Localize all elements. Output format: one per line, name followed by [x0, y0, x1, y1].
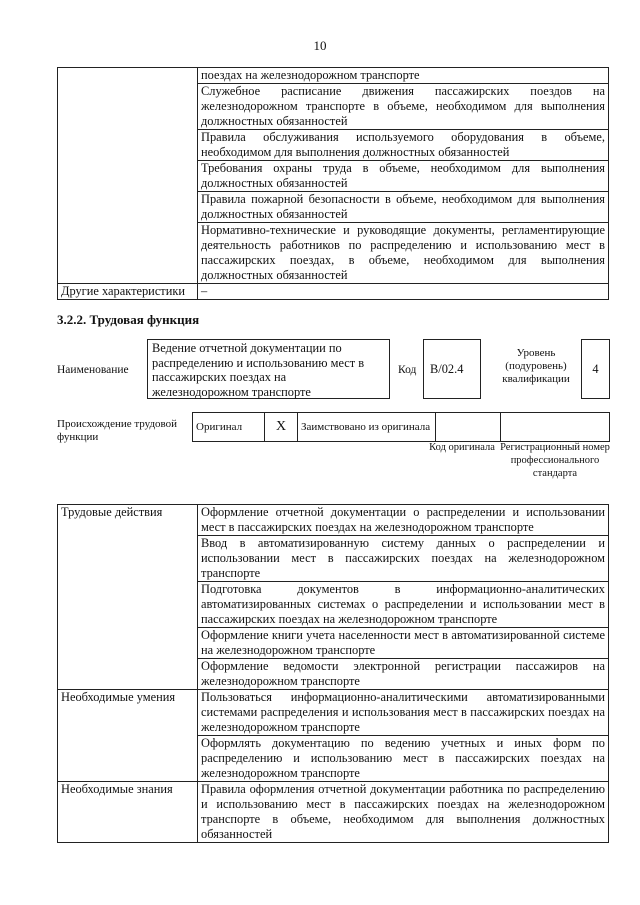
knowledge-continuation-table	[57, 67, 609, 300]
function-name-value: Ведение отчетной документации по распределению и использованию мест в пассажирских поездах на железнодорожном транспорте	[147, 339, 390, 399]
original-code-cell	[436, 413, 501, 442]
registration-number-caption: Регистрационный номер профессионального стандарта	[500, 442, 610, 479]
original-label: Оригинал	[193, 413, 265, 442]
page-number: 10	[313, 38, 327, 53]
origin-table	[192, 412, 610, 442]
labor-action-item: Ввод в автоматизированную систему данных о распределении и использовании мест в пассажирских поездах на железнодорожном транспорте	[198, 536, 609, 582]
knowledge-item: Правила пожарной безопасности в объеме, необходимом для выполнения должностных обязанностей	[198, 192, 609, 223]
skill-item: Пользоваться информационно-аналитическими автоматизированными системами распределения и использования мест в пассажирских поездах на железнодорожном транспорте	[198, 690, 609, 736]
knowledge-item: поездах на железнодорожном транспорте	[198, 68, 609, 84]
knowledge-item: Правила обслуживания используемого оборудования в объеме, необходимом для выполнения должностных обязанностей	[198, 130, 609, 161]
knowledge-item: Требования охраны труда в объеме, необходимом для выполнения должностных обязанностей	[198, 161, 609, 192]
code-label: Код	[398, 364, 417, 376]
labor-action-item: Подготовка документов в информационно-аналитических автоматизированных системах о распределении и использовании мест в пассажирских поездах на железнодорожном транспорте	[198, 582, 609, 628]
knowledge-label: Необходимые знания	[58, 782, 198, 843]
labor-action-item: Оформление книги учета населенности мест в автоматизированной системе на железнодорожном транспорте	[198, 628, 609, 659]
other-characteristics-label: Другие характеристики	[58, 284, 198, 300]
labor-action-item: Оформление ведомости электронной регистрации пассажиров на железнодорожном транспорте	[198, 659, 609, 690]
knowledge-item: Служебное расписание движения пассажирских поездов на железнодорожном транспорте в объеме, необходимом для выполнения должностных обязанностей	[198, 84, 609, 130]
skills-label: Необходимые умения	[58, 690, 198, 782]
qualification-level-value: 4	[581, 339, 610, 399]
labor-actions-label: Трудовые действия	[58, 505, 198, 690]
knowledge-label-cell	[58, 68, 198, 284]
labor-action-item: Оформление отчетной документации о распределении и использовании мест в пассажирских поездах на железнодорожном транспорте	[198, 505, 609, 536]
name-label: Наименование	[57, 364, 129, 376]
qualification-level-label: Уровень (подуровень) квалификации	[502, 347, 570, 385]
other-characteristics-value: –	[198, 284, 609, 300]
origin-label: Происхождение трудовой функции	[57, 418, 178, 443]
skill-item: Оформлять документацию по ведению учетных и иных форм по распределению и использованию мест в пассажирских поездах на железнодорожном транспорте	[198, 736, 609, 782]
registration-number-cell	[501, 413, 610, 442]
original-mark: X	[265, 413, 298, 442]
labor-actions-table	[57, 504, 609, 843]
knowledge-item: Правила оформления отчетной документации работника по распределению и использованию мест в пассажирских поездах на железнодорожном транспорте в объеме, необходимом для выполнения должностных обязанностей	[198, 782, 609, 843]
knowledge-item: Нормативно-технические и руководящие документы, регламентирующие деятельность работников по распределению и использованию мест в пассажирских поездах, в объеме, необходимом для выполнения должностных обязанностей	[198, 223, 609, 284]
original-code-caption: Код оригинала	[429, 442, 495, 453]
function-code-value: B/02.4	[423, 339, 481, 399]
section-title: 3.2.2. Трудовая функция	[57, 312, 200, 327]
borrowed-label: Заимствовано из оригинала	[298, 413, 436, 442]
